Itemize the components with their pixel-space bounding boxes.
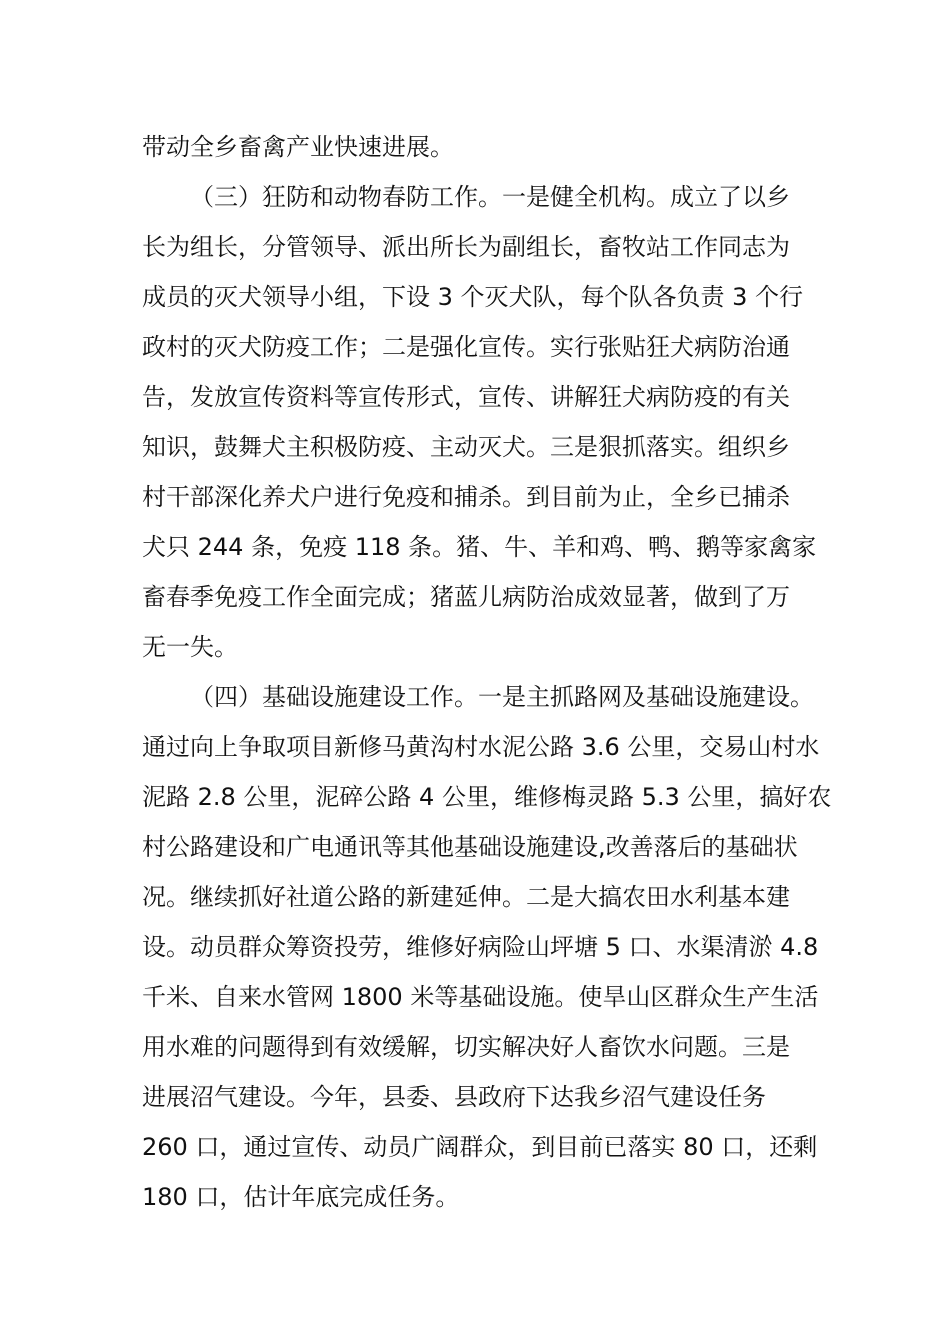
document-body (142, 122, 832, 1222)
paragraph-heading-4: （四）基础设施建设工作。一是主抓路网及基础设施建设。 (190, 683, 814, 711)
text-line: 况。继续抓好社道公路的新建延伸。二是大搞农田水利基本建 (142, 883, 790, 911)
text-line: 泥路 2.8 公里，泥碎公路 4 公里，维修梅灵路 5.3 公里，搞好农 (142, 783, 832, 811)
text-line: 用水难的问题得到有效缓解，切实解决好人畜饮水问题。三是 (142, 1033, 790, 1061)
text-line: 260 口，通过宣传、动员广阔群众，到目前已落实 80 口，还剩 (142, 1133, 818, 1161)
text-line: 知识，鼓舞犬主积极防疫、主动灭犬。三是狠抓落实。组织乡 (142, 433, 790, 461)
text-line: 村干部深化养犬户进行免疫和捕杀。到目前为止，全乡已捕杀 (142, 483, 790, 511)
text-line: 犬只 244 条，免疫 118 条。猪、牛、羊和鸡、鸭、鹅等家禽家 (142, 533, 817, 561)
text-line: 政村的灭犬防疫工作；二是强化宣传。实行张贴狂犬病防治通 (142, 333, 790, 361)
text-line: 带动全乡畜禽产业快速进展。 (142, 133, 454, 161)
text-line: 通过向上争取项目新修马黄沟村水泥公路 3.6 公里，交易山村水 (142, 733, 820, 761)
text-line: 畜春季免疫工作全面完成；猪蓝儿病防治成效显著，做到了万 (142, 583, 790, 611)
text-line: 告，发放宣传资料等宣传形式，宣传、讲解狂犬病防疫的有关 (142, 383, 790, 411)
text-line: 设。动员群众筹资投劳，维修好病险山坪塘 5 口、水渠清淤 4.8 (142, 933, 819, 961)
text-line: 千米、自来水管网 1800 米等基础设施。使旱山区群众生产生活 (142, 983, 819, 1011)
text-line: 成员的灭犬领导小组，下设 3 个灭犬队，每个队各负责 3 个行 (142, 283, 804, 311)
text-line: 无一失。 (142, 633, 238, 661)
paragraph-heading-3: （三）狂防和动物春防工作。一是健全机构。成立了以乡 (190, 183, 790, 211)
text-line: 村公路建设和广电通讯等其他基础设施建设,改善落后的基础状 (142, 833, 798, 861)
text-line: 180 口，估计年底完成任务。 (142, 1183, 460, 1211)
text-line: 进展沼气建设。今年，县委、县政府下达我乡沼气建设任务 (142, 1083, 766, 1111)
text-line: 长为组长，分管领导、派出所长为副组长，畜牧站工作同志为 (142, 233, 790, 261)
